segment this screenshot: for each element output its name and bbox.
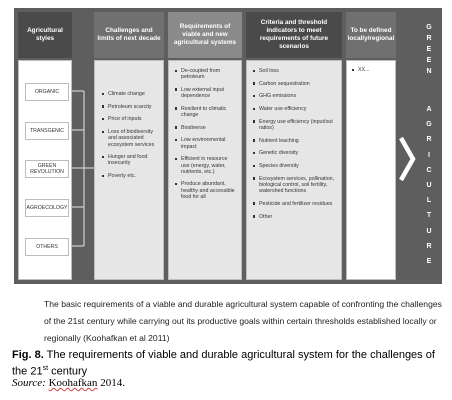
requirement-item: Resilient to climatic change xyxy=(174,106,237,118)
source-line xyxy=(12,377,125,389)
source-year: 2014. xyxy=(97,377,125,389)
green-agriculture-letter: R xyxy=(426,242,432,250)
criteria-item: Genetic diversity xyxy=(252,150,337,156)
requirement-item: Biodiverse xyxy=(174,125,237,131)
figure-title-main: The requirements of viable and durable agricultural system for the challenges of the 21 xyxy=(12,349,435,378)
green-agriculture-letter: N xyxy=(426,68,432,75)
criteria-item: Water use efficiency xyxy=(252,106,337,112)
green-agriculture-letter: R xyxy=(426,35,432,42)
green-agriculture-letter: E xyxy=(426,46,432,53)
figure-caption-text: The basic requirements of a viable and durable agricultural system capable of confronting the challenges of the 21st century while carrying out its productive goals within certain thresholds established locally or regionally (Koohafkan et al 2011) xyxy=(44,299,442,343)
to-be-defined-item: XX... xyxy=(351,67,392,73)
green-agriculture-letter: R xyxy=(426,136,432,144)
challenges-column xyxy=(94,60,164,280)
criteria-item: Soil loss xyxy=(252,68,337,74)
green-agriculture-letter: E xyxy=(426,57,432,64)
green-agriculture-letter: I xyxy=(428,151,430,159)
figure-title-end: century xyxy=(48,365,88,378)
challenge-item: Petroleum scarcity xyxy=(101,104,159,110)
style-others: OTHERS xyxy=(25,238,69,256)
header-to-be-defined: To be defined locally/regional xyxy=(346,12,396,58)
header-criteria: Criteria and threshold indicators to meet requirements of future scenarios xyxy=(246,12,342,58)
criteria-item: Carbon sequestration xyxy=(252,81,337,87)
requirement-item: Low external input dependence xyxy=(174,87,237,99)
header-requirements: Requirements of viable and new agricultural systems xyxy=(168,12,242,58)
green-agriculture-letter: A xyxy=(426,106,432,113)
styles-column xyxy=(18,60,72,280)
green-agriculture-label xyxy=(416,14,442,280)
header-agricultural-styles: Agricultural styles xyxy=(18,12,72,58)
challenge-item: Hunger and food insecurity xyxy=(101,154,159,166)
style-transgenic: TRANSGENIC xyxy=(25,122,69,140)
figure-title-sup: st xyxy=(42,365,49,372)
requirements-column xyxy=(168,60,242,280)
green-agriculture-letter: U xyxy=(426,182,432,189)
green-agriculture-letter: G xyxy=(426,24,432,31)
style-organic: ORGANIC xyxy=(25,83,69,101)
requirement-item: Low environmental impact xyxy=(174,137,237,149)
criteria-item: GHG emissions xyxy=(252,93,337,99)
source-label: Source: xyxy=(12,377,46,389)
criteria-item: Ecosystem services, pollination, biological control, soil fertility, watershed functions xyxy=(252,176,337,195)
challenge-item: Loss of biodiversity and associated ecosystem services xyxy=(101,129,159,148)
style-agroecology: AGROECOLOGY xyxy=(25,199,69,217)
criteria-item: Species diversity xyxy=(252,163,337,169)
to-be-defined-column xyxy=(346,60,396,280)
challenge-item: Climate change xyxy=(101,91,159,97)
green-agriculture-letter: L xyxy=(426,197,432,205)
challenge-item: Price of inputs xyxy=(101,116,159,122)
requirement-item: Produce abundant, healthy and accessible food for all xyxy=(174,181,237,200)
challenge-item: Poverty etc. xyxy=(101,173,159,179)
figure-label: Fig. 8. xyxy=(12,349,44,361)
criteria-item: Pesticide and fertilizer residues xyxy=(252,201,337,207)
style-green-revolution: GREEN REVOLUTION xyxy=(25,160,69,178)
green-agriculture-letter: U xyxy=(426,227,432,235)
green-agriculture-letter: G xyxy=(426,121,432,129)
styles-bracket xyxy=(72,60,94,280)
figure-title xyxy=(12,349,448,379)
criteria-item: Nutrient leaching xyxy=(252,138,337,144)
criteria-item: Energy use efficiency (input/out ratios) xyxy=(252,119,337,131)
green-agriculture-letter: C xyxy=(426,166,432,174)
header-challenges: Challenges and limits of next decade xyxy=(94,12,164,58)
requirement-item: Efficient in resource use (energy, water, nutrients, etc.) xyxy=(174,156,237,175)
green-agriculture-letter: E xyxy=(426,258,432,265)
agriculture-diagram xyxy=(14,8,442,284)
green-agriculture-letter: T xyxy=(426,212,432,220)
requirement-item: De-coupled from petroleum xyxy=(174,68,237,80)
criteria-item: Other xyxy=(252,214,337,220)
source-name: Koohafkan xyxy=(48,377,98,389)
chevron-right-icon xyxy=(398,136,416,182)
criteria-column xyxy=(246,60,342,280)
